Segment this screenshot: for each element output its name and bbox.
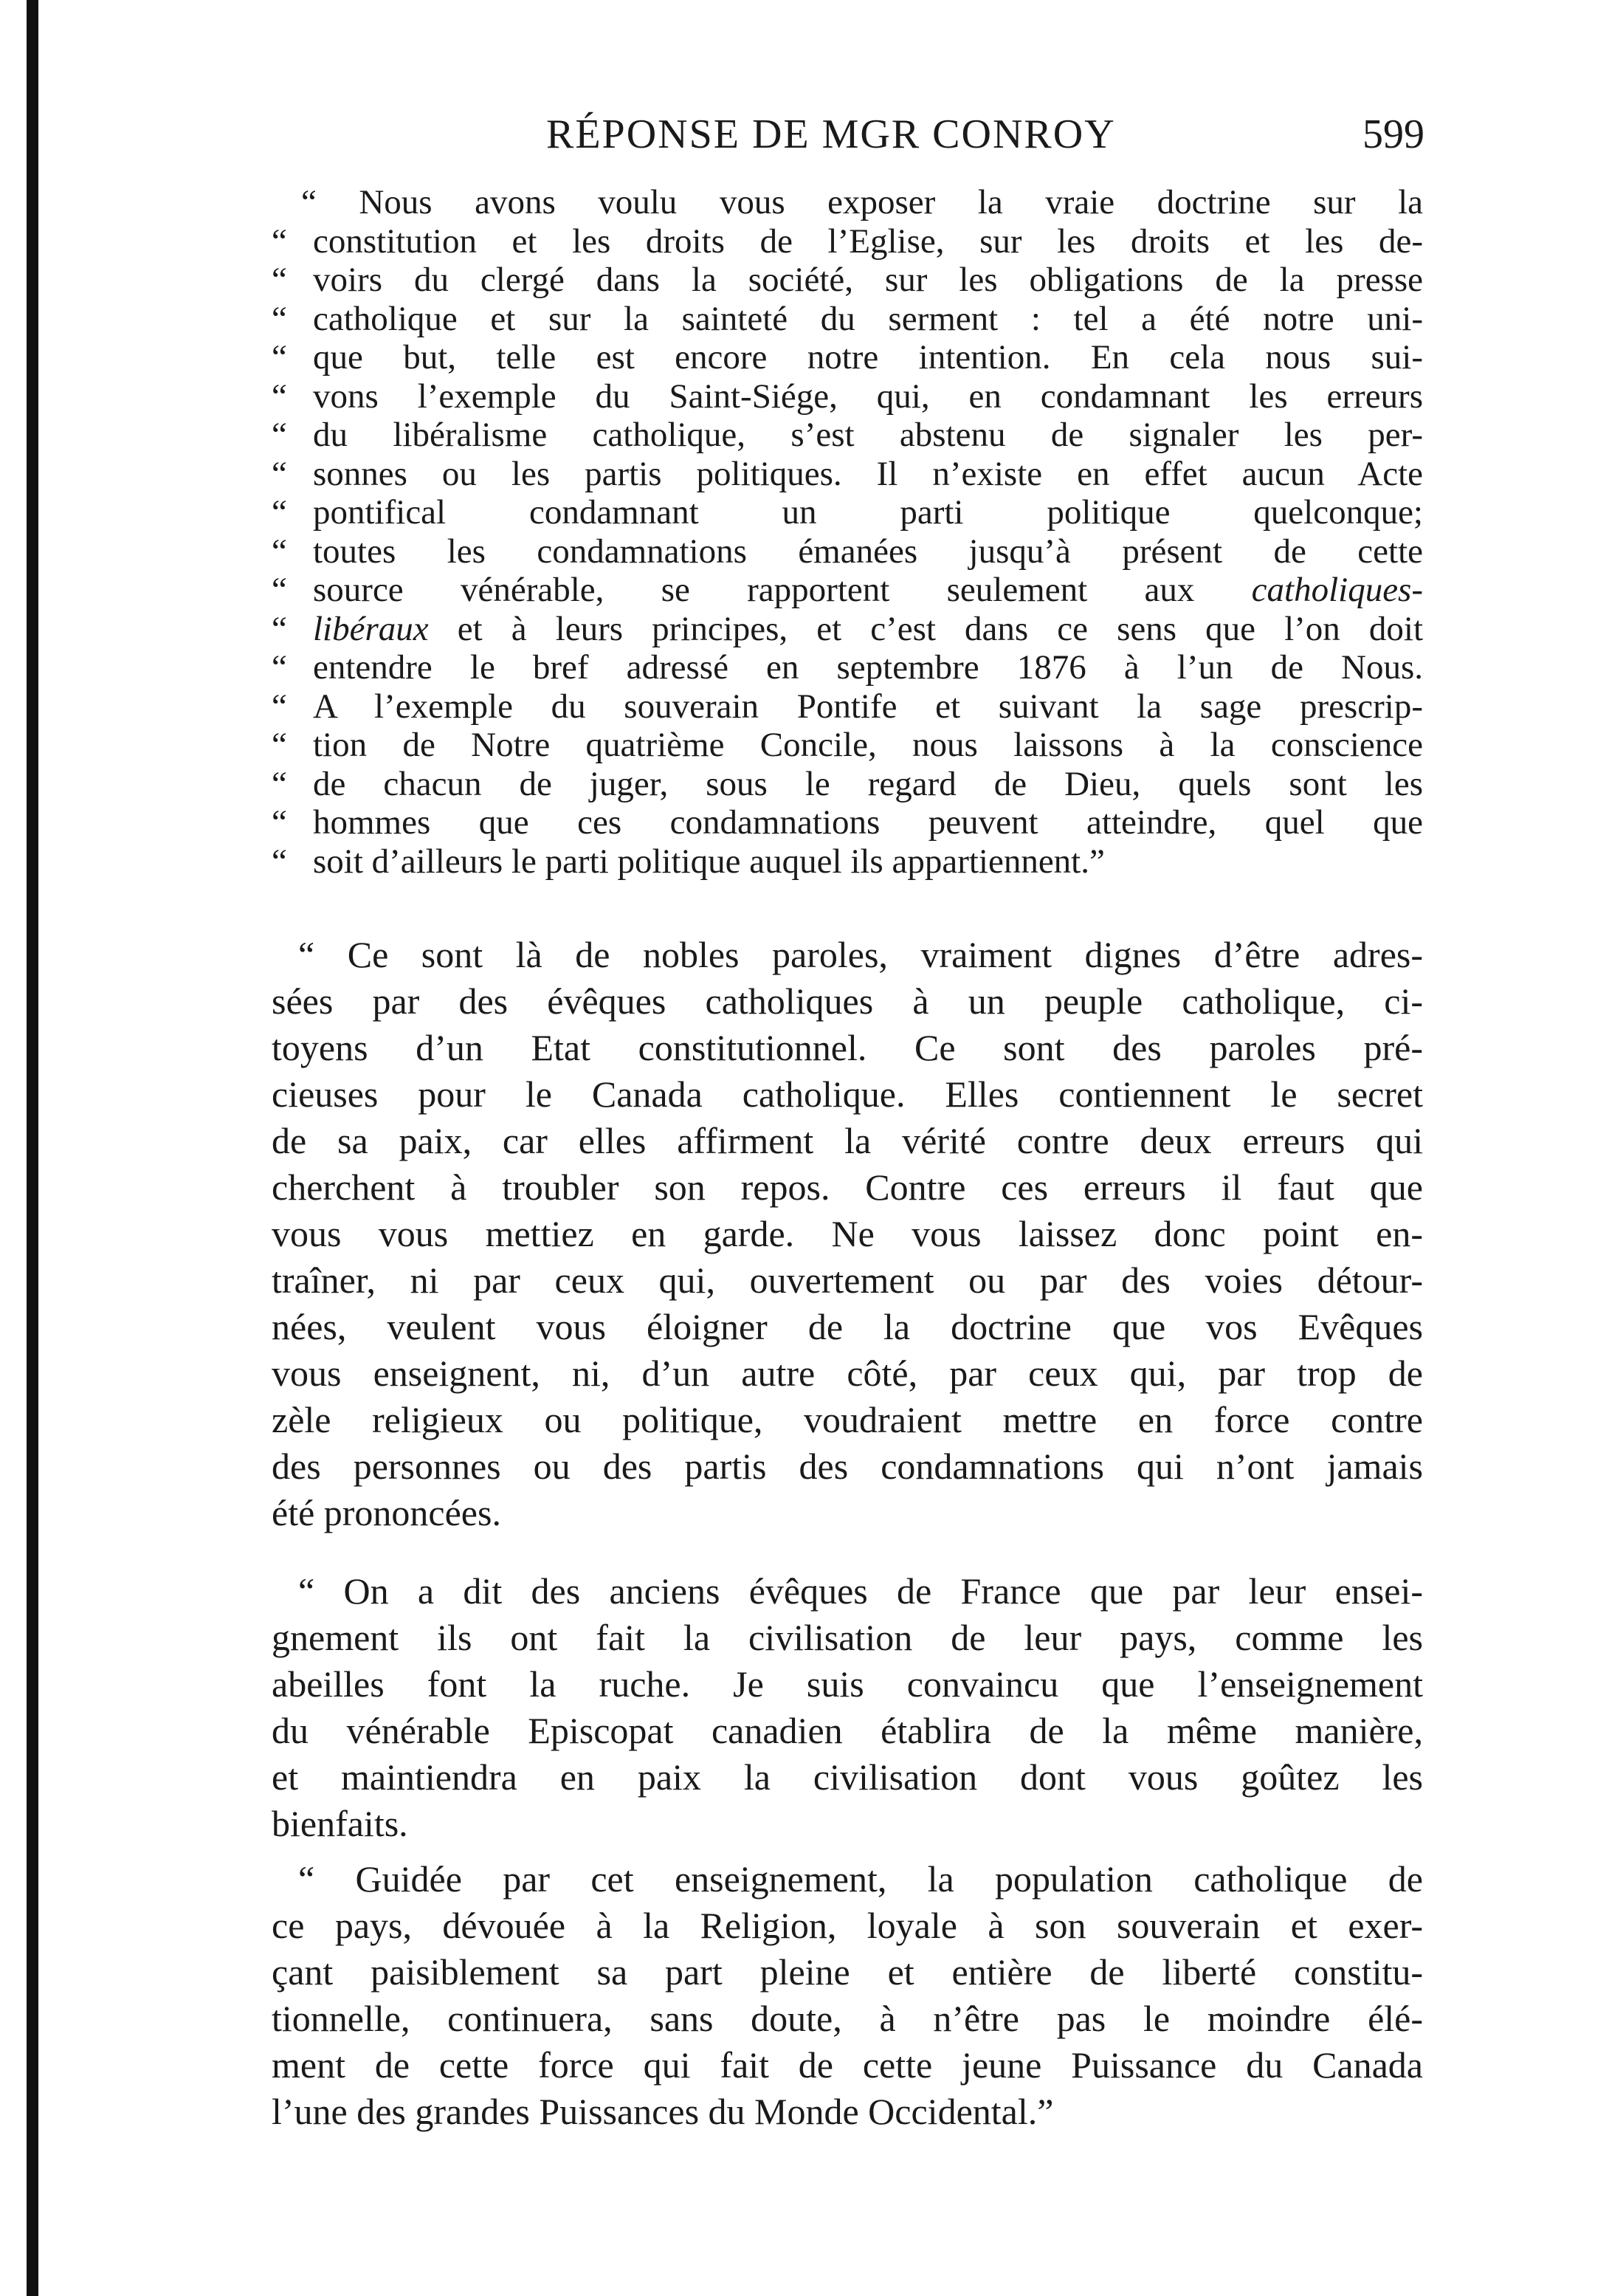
paragraph-line: vous vous mettiez en garde. Ne vous laissez donc point en-	[272, 1213, 1423, 1254]
quote-line	[272, 183, 1423, 222]
paragraph-line: de sa paix, car elles affirment la vérité contre deux erreurs qui	[272, 1120, 1423, 1161]
continuation-quote-mark: “	[272, 842, 287, 881]
paragraph-line: çant paisiblement sa part pleine et entière de liberté constitu-	[272, 1951, 1423, 1993]
quote-line	[272, 338, 1423, 377]
quote-line-text: tion de Notre quatrième Concile, nous laissons à la conscience	[313, 726, 1423, 764]
quote-line-text: sonnes ou les partis politiques. Il n’existe en effet aucun Acte	[313, 454, 1423, 493]
quote-line	[272, 571, 1423, 610]
quote-line	[272, 377, 1423, 416]
paragraph-line: “ Guidée par cet enseignement, la population catholique de	[298, 1858, 1423, 1900]
quote-line-text: entendre le bref adressé en septembre 1876 à l’un de Nous.	[313, 648, 1423, 687]
paragraph-line: gnement ils ont fait la civilisation de leur pays, comme les	[272, 1617, 1423, 1658]
continuation-quote-mark: “	[272, 532, 287, 571]
quote-line	[272, 532, 1423, 571]
quote-line	[272, 222, 1423, 261]
quote-line	[272, 610, 1423, 649]
continuation-quote-mark: “	[272, 764, 287, 803]
continuation-quote-mark: “	[272, 726, 287, 764]
paragraph-line: l’une des grandes Puissances du Monde Occidental.”	[272, 2091, 1054, 2132]
pastoral-letter-quotation	[272, 183, 1423, 881]
quote-line	[272, 765, 1423, 804]
quote-line	[272, 648, 1423, 687]
quote-line	[272, 842, 1423, 881]
quote-line-text: hommes que ces condamnations peuvent atteindre, quel que	[313, 803, 1423, 842]
continuation-quote-mark: “	[272, 493, 287, 532]
quote-line-text: pontifical condamnant un parti politique quelconque;	[313, 493, 1423, 532]
quote-line-text: constitution et les droits de l’Eglise, sur les droits et les de-	[313, 221, 1423, 261]
continuation-quote-mark: “	[272, 454, 287, 493]
continuation-quote-mark: “	[272, 221, 287, 261]
quote-line	[272, 455, 1423, 494]
paragraph-line: du vénérable Episcopat canadien établira de la même manière,	[272, 1710, 1423, 1751]
quote-line-text: “ Nous avons voulu vous exposer la vraie doctrine sur la	[301, 183, 1423, 221]
quote-line	[272, 803, 1423, 842]
paragraph-french-bishops	[272, 1568, 1423, 1847]
paragraph-line: vous enseignent, ni, d’un autre côté, par ceux qui, par trop de	[272, 1352, 1423, 1394]
quote-line	[272, 416, 1423, 455]
paragraph-line: tionnelle, continuera, sans doute, à n’être pas le moindre élé-	[272, 1998, 1423, 2039]
continuation-quote-mark: “	[272, 416, 287, 454]
continuation-quote-mark: “	[272, 338, 287, 377]
paragraph-line: nées, veulent vous éloigner de la doctrine que vos Evêques	[272, 1306, 1423, 1347]
continuation-quote-mark: “	[272, 299, 287, 338]
quote-line-text: A l’exemple du souverain Pontife et suivant la sage prescrip-	[313, 687, 1423, 726]
paragraph-line: abeilles font la ruche. Je suis convaincu que l’enseignement	[272, 1663, 1423, 1705]
paragraph-line: traîner, ni par ceux qui, ouvertement ou par des voies détour-	[272, 1259, 1423, 1301]
quote-line-text: source vénérable, se rapportent seulement aux catholiques-	[313, 571, 1423, 609]
page-binding-edge	[27, 0, 38, 2296]
paragraph-noble-words	[272, 932, 1423, 1536]
page-header	[266, 111, 1424, 170]
quote-line-text: catholique et sur la sainteté du serment : tel a été notre uni-	[313, 299, 1423, 338]
quote-line-text: vons l’exemple du Saint-Siége, qui, en condamnant les erreurs	[313, 377, 1423, 416]
paragraph-line: bienfaits.	[272, 1803, 408, 1844]
paragraph-line: toyens d’un Etat constitutionnel. Ce sont des paroles pré-	[272, 1027, 1423, 1068]
paragraph-line: été prononcées.	[272, 1492, 501, 1533]
quote-line-text: voirs du clergé dans la société, sur les obligations de la presse	[313, 261, 1423, 299]
continuation-quote-mark: “	[272, 377, 287, 416]
page-number: 599	[1362, 111, 1424, 157]
quote-line	[272, 726, 1423, 765]
paragraph-line: des personnes ou des partis des condamnations qui n’ont jamais	[272, 1446, 1423, 1487]
continuation-quote-mark: “	[272, 261, 287, 299]
continuation-quote-mark: “	[272, 648, 287, 687]
continuation-quote-mark: “	[272, 571, 287, 609]
paragraph-line: ce pays, dévouée à la Religion, loyale à son souverain et exer-	[272, 1905, 1423, 1946]
paragraph-line: “ Ce sont là de nobles paroles, vraiment dignes d’être adres-	[298, 934, 1423, 975]
running-head: RÉPONSE DE MGR CONROY	[546, 111, 1116, 157]
paragraph-line: “ On a dit des anciens évêques de France que par leur ensei-	[298, 1570, 1423, 1612]
quote-line-text: libéraux et à leurs principes, et c’est dans ce sens que l’on doit	[313, 609, 1423, 648]
quote-line	[272, 300, 1423, 339]
quote-line-text: soit d’ailleurs le parti politique auquel ils appartiennent.”	[313, 842, 1105, 881]
paragraph-line: sées par des évêques catholiques à un peuple catholique, ci-	[272, 980, 1423, 1022]
quote-line-text: du libéralisme catholique, s’est abstenu de signaler les per-	[313, 416, 1423, 454]
paragraph-line: et maintiendra en paix la civilisation dont vous goûtez les	[272, 1756, 1423, 1798]
paragraph-line: cherchent à troubler son repos. Contre ces erreurs il faut que	[272, 1166, 1423, 1208]
continuation-quote-mark: “	[272, 803, 287, 842]
quote-line	[272, 261, 1423, 300]
paragraph-line: zèle religieux ou politique, voudraient mettre en force contre	[272, 1399, 1423, 1440]
quote-line-text: toutes les condamnations émanées jusqu’à présent de cette	[313, 532, 1423, 571]
quote-line	[272, 493, 1423, 532]
paragraph-line: ment de cette force qui fait de cette jeune Puissance du Canada	[272, 2044, 1423, 2086]
paragraph-line: cieuses pour le Canada catholique. Elles contiennent le secret	[272, 1073, 1423, 1115]
quote-line-text: de chacun de juger, sous le regard de Dieu, quels sont les	[313, 764, 1423, 803]
continuation-quote-mark: “	[272, 609, 287, 648]
quote-line	[272, 687, 1423, 726]
quote-line-text: que but, telle est encore notre intention. En cela nous sui-	[313, 338, 1423, 377]
paragraph-catholic-population	[272, 1856, 1423, 2135]
continuation-quote-mark: “	[272, 687, 287, 726]
